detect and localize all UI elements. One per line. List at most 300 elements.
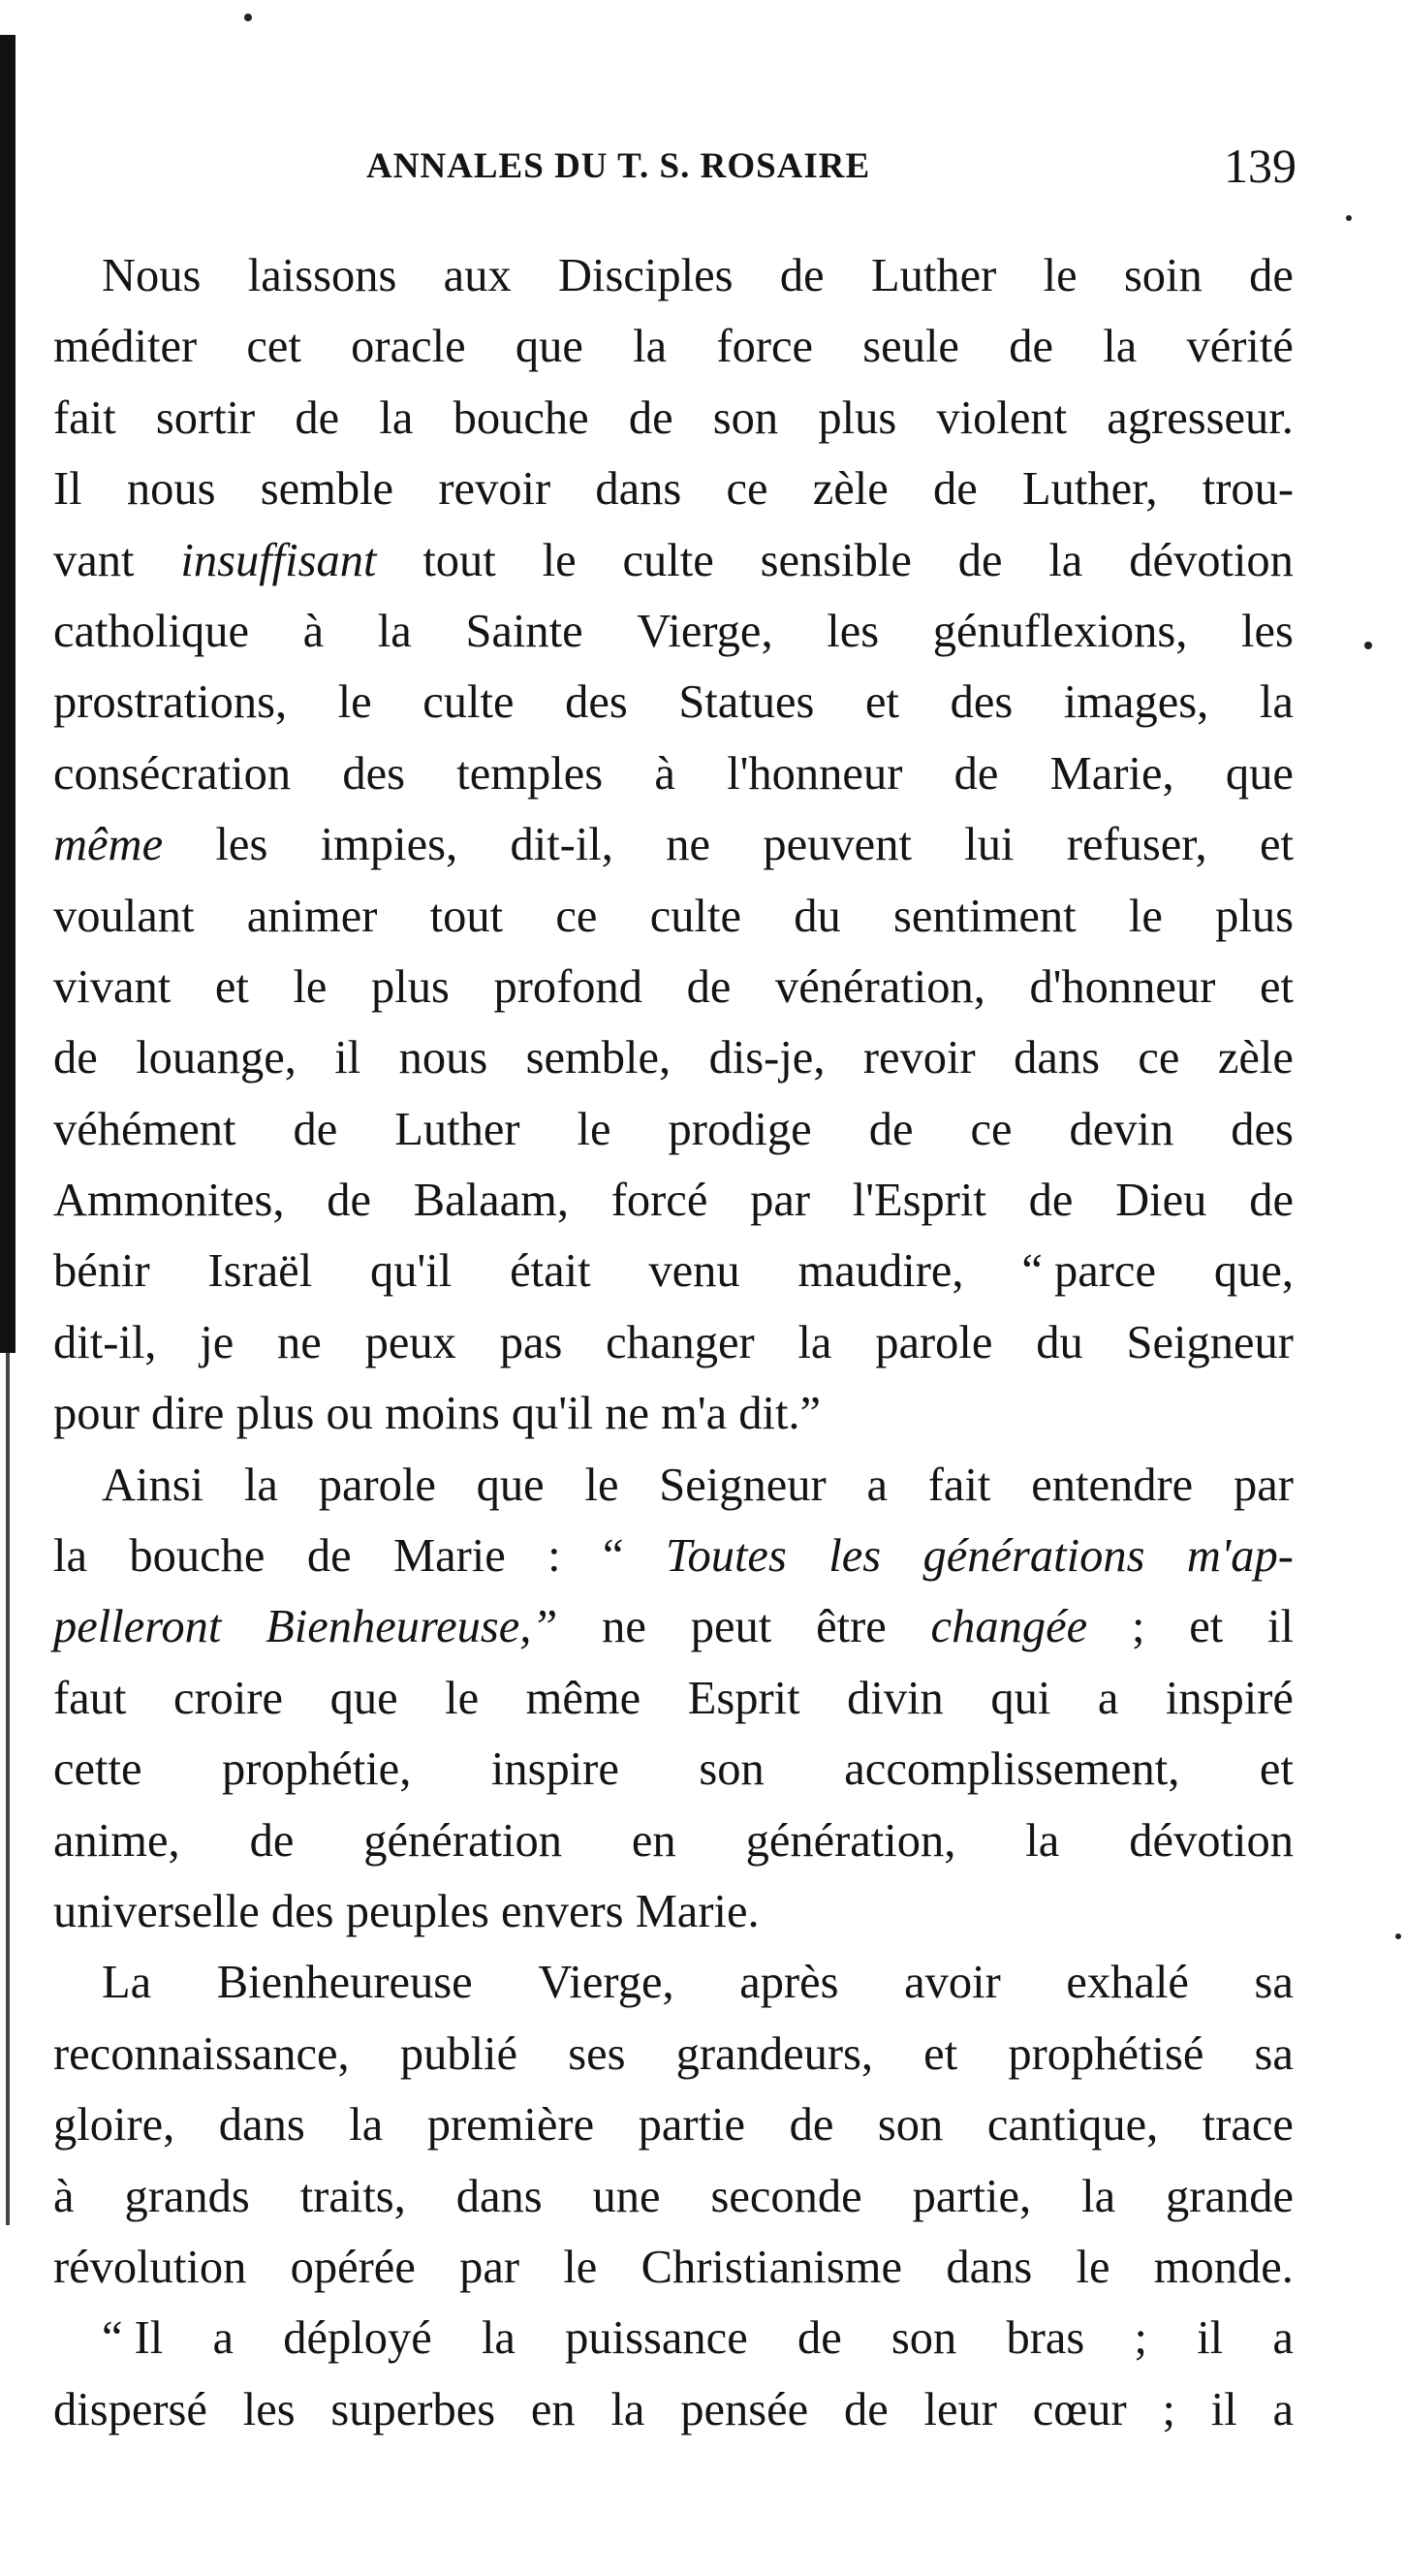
text-line (53, 2374, 1294, 2445)
body-text (53, 240, 1294, 2445)
word: d'honneur (1029, 960, 1216, 1013)
text-line (53, 1094, 1294, 1165)
word: faut (53, 1672, 127, 1724)
word: Bienheureuse (216, 1957, 473, 2009)
word: violent (936, 392, 1068, 444)
word: ce (726, 463, 768, 516)
word: lui (964, 819, 1015, 871)
word: méditer (53, 321, 198, 373)
word: Seigneur (1126, 1316, 1294, 1368)
text-line (53, 383, 1294, 454)
word: ce (555, 890, 598, 942)
word: Israël (207, 1245, 313, 1298)
text-line (53, 809, 1294, 880)
word: ce (1138, 1032, 1180, 1084)
word: cette (53, 1744, 142, 1796)
word: monde. (1153, 2241, 1294, 2293)
word: sentiment (893, 890, 1077, 942)
text-line (53, 525, 1294, 596)
word: dévotion (1129, 534, 1294, 586)
text-line (53, 1806, 1294, 1876)
word: puissance (565, 2312, 748, 2365)
word: de (843, 2383, 889, 2435)
word: dit-il, (510, 819, 613, 871)
text-line (53, 1450, 1294, 1521)
word: la (349, 2099, 384, 2152)
word: son (877, 2099, 944, 2152)
word: son (699, 1744, 765, 1796)
word: Vierge, (637, 605, 773, 657)
word: ne (605, 1388, 662, 1440)
word: génuflexions, (932, 605, 1188, 657)
word: dans (1014, 1032, 1100, 1084)
word: le (577, 1103, 611, 1155)
word: à (654, 747, 675, 800)
word: bouche (129, 1530, 266, 1583)
word: venu (648, 1245, 740, 1298)
word: le (542, 534, 577, 586)
word: Marie, (1049, 747, 1174, 800)
word: anime, (53, 1814, 180, 1867)
word: Luther, (1022, 463, 1158, 516)
word: laissons (247, 250, 397, 301)
word: temples (456, 747, 604, 800)
word: du (1036, 1316, 1083, 1368)
word: insuffisant (180, 534, 377, 586)
word: a (1272, 2383, 1294, 2435)
word: je (200, 1316, 234, 1368)
word: et (214, 960, 249, 1013)
word: la (1025, 1814, 1060, 1867)
word: des (342, 747, 406, 800)
word: prodige (668, 1103, 812, 1155)
word: par (459, 2241, 520, 2293)
word: bouche (453, 392, 589, 444)
word: ce (970, 1103, 1013, 1155)
word: même (525, 1672, 641, 1724)
word: et (1189, 1601, 1224, 1653)
word: il (1267, 1601, 1294, 1653)
word: pour (53, 1388, 152, 1440)
word: agresseur. (1107, 392, 1294, 444)
word: a (1097, 1672, 1119, 1724)
word: avoir (904, 1957, 1001, 2009)
word: vivant (53, 960, 172, 1013)
running-head: ANNALES DU T. S. ROSAIRE (366, 146, 871, 186)
word: fait (927, 1459, 991, 1511)
word: vénération, (775, 960, 985, 1013)
word: devin (1069, 1103, 1174, 1155)
word: semble (260, 463, 394, 516)
text-line (53, 454, 1294, 524)
word: et (1259, 819, 1294, 871)
word: parole (318, 1459, 436, 1511)
word: plus (235, 1388, 327, 1440)
word: que, (1213, 1245, 1294, 1298)
text-line (53, 1022, 1294, 1093)
page-header (366, 138, 1297, 196)
word: prophétie, (222, 1744, 412, 1796)
word: vant (53, 534, 135, 586)
word: ses (568, 2027, 626, 2080)
word: à (53, 2170, 75, 2222)
word: m'ap- (1186, 1530, 1294, 1583)
word: Toutes (665, 1530, 787, 1583)
word: pas (499, 1316, 563, 1368)
text-line (53, 2232, 1294, 2303)
text-line (53, 1876, 1294, 1947)
word: tout (422, 534, 496, 586)
word: dans (218, 2099, 305, 2152)
word: peux (364, 1316, 456, 1368)
word: “ parce (1021, 1245, 1156, 1298)
word: la (377, 605, 412, 657)
word: Ammonites, (53, 1175, 285, 1227)
word: les (828, 1530, 882, 1583)
word: il (1210, 2383, 1237, 2435)
text-line (53, 881, 1294, 952)
word: de (957, 534, 1003, 586)
word: qui (990, 1672, 1051, 1724)
word: dis-je, (708, 1032, 826, 1084)
word: le (1076, 2241, 1110, 2293)
word: par (1233, 1459, 1294, 1511)
word: forcé (610, 1175, 708, 1227)
page-number: 139 (1224, 139, 1297, 193)
word: la (243, 1459, 278, 1511)
word: Il (53, 463, 82, 516)
text-line (53, 1591, 1294, 1662)
text-line (53, 2019, 1294, 2089)
left-margin-rule (0, 35, 16, 1353)
word: leur (923, 2383, 997, 2435)
word: exhalé (1066, 1957, 1189, 2009)
word: cœur (1032, 2383, 1127, 2435)
word: de (53, 1032, 98, 1084)
word: trace (1202, 2099, 1294, 2152)
word: Luther (394, 1103, 520, 1155)
text-line (53, 596, 1294, 667)
word: que (329, 1672, 398, 1724)
word: ; (1162, 2383, 1175, 2435)
word: ; (1134, 2312, 1147, 2365)
word: les (242, 2383, 296, 2435)
word: Christianisme (641, 2241, 903, 2293)
word: dire (151, 1388, 236, 1440)
word: “ (603, 1530, 624, 1583)
word: que (1225, 747, 1294, 800)
word: peut (690, 1601, 772, 1653)
ink-speck (1395, 1933, 1401, 1939)
word: de (293, 1103, 338, 1155)
word: : (547, 1530, 561, 1583)
word: opérée (290, 2241, 416, 2293)
word: Vierge, (538, 1957, 674, 2009)
word: soin (1123, 250, 1203, 301)
word: le (563, 2241, 598, 2293)
word: impies, (320, 819, 458, 871)
word: sa (1254, 2027, 1294, 2080)
word: ne (666, 819, 711, 871)
word: publié (399, 2027, 518, 2080)
word: et (865, 676, 900, 729)
word: fait (53, 392, 116, 444)
word: de (1009, 321, 1053, 373)
word: même (53, 819, 164, 871)
word: vérité (1186, 321, 1294, 373)
word: l'honneur (727, 747, 903, 800)
ink-speck (1364, 642, 1372, 649)
word: son (712, 392, 779, 444)
word: pelleront (53, 1601, 222, 1653)
word: Marie. (635, 1885, 760, 1937)
word: entendre (1031, 1459, 1194, 1511)
word: et (923, 2027, 958, 2080)
word: dans (595, 463, 682, 516)
ink-speck (244, 14, 252, 21)
word: revoir (438, 463, 551, 516)
word: pensée (680, 2383, 809, 2435)
word: les (1241, 605, 1294, 657)
word: dans (946, 2241, 1033, 2293)
word: cantique, (986, 2099, 1159, 2152)
word: des (565, 676, 628, 729)
word: a (212, 2312, 234, 2365)
word: peuples (345, 1885, 501, 1937)
word: culte (649, 890, 741, 942)
word: envers (500, 1885, 636, 1937)
word: le (293, 960, 328, 1013)
word: profond (493, 960, 643, 1013)
word: de (327, 1175, 371, 1227)
word: de (628, 392, 673, 444)
word: le (1128, 890, 1163, 942)
word: ne (277, 1316, 322, 1368)
word: oracle (351, 321, 466, 373)
word: était (510, 1245, 591, 1298)
word: les (827, 605, 880, 657)
word: et (1259, 1744, 1294, 1796)
word: culte (622, 534, 714, 586)
word: Balaam, (413, 1175, 569, 1227)
word: de (779, 250, 825, 301)
word: l'Esprit (852, 1175, 986, 1227)
word: génération (363, 1814, 562, 1867)
word: véhément (53, 1103, 236, 1155)
word: moins (385, 1388, 512, 1440)
word: revoir (862, 1032, 976, 1084)
text-line (53, 952, 1294, 1022)
word: le (445, 1672, 480, 1724)
word: révolution (53, 2241, 247, 2293)
word: des (270, 1885, 346, 1937)
word: catholique (53, 605, 250, 657)
text-line (53, 1378, 1294, 1449)
word: grandeurs, (675, 2027, 874, 2080)
word: plus (371, 960, 450, 1013)
word: la (797, 1316, 832, 1368)
word: qu'il (511, 1388, 606, 1440)
word: il (334, 1032, 361, 1084)
word: première (426, 2099, 595, 2152)
word: ou (326, 1388, 386, 1440)
word: a (866, 1459, 888, 1511)
text-line (53, 240, 1294, 311)
word: bénir (53, 1245, 150, 1298)
word: sa (1254, 1957, 1294, 2009)
word: seconde (710, 2170, 862, 2222)
word: parole (875, 1316, 993, 1368)
word: ne (602, 1601, 646, 1653)
word: dévotion (1129, 1814, 1294, 1867)
word: de (249, 1814, 295, 1867)
word: le (1043, 250, 1078, 301)
word: zèle (1217, 1032, 1294, 1084)
text-line (53, 1734, 1294, 1805)
word: du (794, 890, 841, 942)
word: la (379, 392, 414, 444)
word: la (481, 2312, 516, 2365)
text-line (53, 2161, 1294, 2232)
word: déployé (283, 2312, 432, 2365)
word: changée (930, 1601, 1088, 1653)
word: dit.” (738, 1388, 822, 1440)
word: que (476, 1459, 545, 1511)
word: partie (638, 2099, 746, 2152)
word: sortir (155, 392, 256, 444)
word: en (530, 2383, 576, 2435)
word: Luther (870, 250, 997, 301)
word: changer (606, 1316, 755, 1368)
word: de (306, 1530, 352, 1583)
word: grande (1166, 2170, 1294, 2222)
word: peuvent (763, 819, 912, 871)
word: Nous (102, 250, 202, 301)
word: plus (1215, 890, 1294, 942)
word: les (215, 819, 268, 871)
word: de (1249, 1175, 1294, 1227)
word: qu'il (370, 1245, 453, 1298)
left-margin-rule-lower (6, 1353, 10, 2225)
word: Seigneur (659, 1459, 827, 1511)
word: force (716, 321, 814, 373)
word: une (592, 2170, 661, 2222)
word: voulant (53, 890, 195, 942)
word: prophétisé (1008, 2027, 1204, 2080)
word: inspire (490, 1744, 619, 1796)
word: “ Il (102, 2312, 164, 2365)
word: à (302, 605, 325, 657)
word: dans (455, 2170, 543, 2222)
word: la (1081, 2170, 1116, 2222)
word: générations (922, 1530, 1145, 1583)
text-line (53, 2303, 1294, 2373)
text-line (53, 2089, 1294, 2160)
word: superbes (330, 2383, 496, 2435)
word: accomplissement, (844, 1744, 1180, 1796)
word: par (750, 1175, 811, 1227)
word: cet (246, 321, 301, 373)
word: culte (422, 676, 515, 729)
word: divin (847, 1672, 944, 1724)
word: la (53, 1530, 88, 1583)
word: Esprit (687, 1672, 800, 1724)
word: génération, (745, 1814, 956, 1867)
word: inspiré (1165, 1672, 1294, 1724)
word: et (1259, 960, 1294, 1013)
word: Marie (392, 1530, 506, 1583)
word: la (610, 2383, 645, 2435)
word: la (1259, 676, 1294, 729)
word: nous (126, 463, 216, 516)
word: être (816, 1601, 887, 1653)
word: Ainsi (102, 1459, 204, 1511)
word: des (950, 676, 1014, 729)
word: universelle (53, 1885, 271, 1937)
word: le (584, 1459, 619, 1511)
word: prostrations, (53, 676, 288, 729)
word: Dieu (1115, 1175, 1207, 1227)
word: ; (1131, 1601, 1145, 1653)
word: animer (246, 890, 378, 942)
word: après (739, 1957, 839, 2009)
word: son (890, 2312, 957, 2365)
word: de (789, 2099, 834, 2152)
word: grands (124, 2170, 250, 2222)
word: refuser, (1066, 819, 1207, 871)
word: gloire, (53, 2099, 175, 2152)
word: louange, (136, 1032, 297, 1084)
word: de (868, 1103, 914, 1155)
word: de (933, 463, 978, 516)
word: de (1249, 250, 1294, 301)
word: traits, (299, 2170, 406, 2222)
word: Statues (678, 676, 815, 729)
word: il (1197, 2312, 1224, 2365)
word: reconnaissance, (53, 2027, 350, 2080)
word: maudire, (797, 1245, 964, 1298)
word: trou- (1202, 463, 1294, 516)
word: seule (862, 321, 959, 373)
word: Bienheureuse,” (266, 1601, 558, 1653)
word: la (1103, 321, 1138, 373)
word: La (102, 1957, 152, 2009)
text-line (53, 1521, 1294, 1591)
word: tout (429, 890, 504, 942)
text-line (53, 1663, 1294, 1734)
word: en (631, 1814, 676, 1867)
word: zèle (812, 463, 889, 516)
word: de (797, 2312, 842, 2365)
text-line (53, 1236, 1294, 1306)
word: dispersé (53, 2383, 207, 2435)
word: images, (1063, 676, 1209, 729)
word: que (515, 321, 583, 373)
word: Sainte (465, 605, 583, 657)
word: sensible (760, 534, 912, 586)
text-line (53, 1307, 1294, 1378)
text-line (53, 1947, 1294, 2018)
word: consécration (53, 747, 292, 800)
word: m'a (661, 1388, 739, 1440)
word: nous (398, 1032, 488, 1084)
word: Disciples (558, 250, 734, 301)
word: plus (818, 392, 897, 444)
word: croire (172, 1672, 284, 1724)
ink-speck (1346, 215, 1352, 221)
word: de (295, 392, 340, 444)
word: aux (443, 250, 512, 301)
